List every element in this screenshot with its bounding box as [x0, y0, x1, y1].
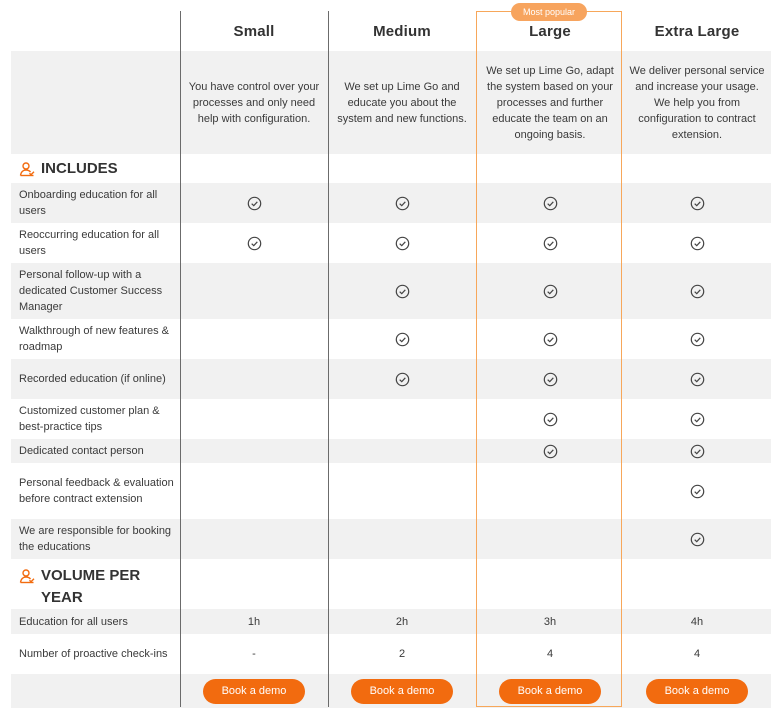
check-circle-icon	[395, 196, 410, 211]
check-circle-icon	[543, 372, 558, 387]
check-circle-icon	[690, 532, 705, 547]
volume-label: Number of proactive check-ins	[19, 648, 168, 660]
check-circle-icon	[543, 332, 558, 347]
person-icon	[19, 568, 35, 584]
feature-row	[11, 223, 771, 263]
includes-section-header	[11, 154, 771, 183]
section-title-volume: VOLUME PER YEAR	[41, 567, 141, 606]
check-circle-icon	[395, 332, 410, 347]
plan-name-extra-large: Extra Large	[654, 22, 740, 40]
volume-value: 4h	[690, 615, 704, 628]
cta-row	[11, 674, 771, 708]
book-demo-button-extra-large[interactable]: Book a demo	[646, 679, 748, 704]
check-circle-icon	[395, 236, 410, 251]
check-circle-icon	[690, 372, 705, 387]
check-circle-icon	[690, 196, 705, 211]
check-circle-icon	[690, 284, 705, 299]
check-circle-icon	[543, 444, 558, 459]
feature-label: Onboarding education for all users	[19, 189, 158, 217]
book-demo-button-small[interactable]: Book a demo	[203, 679, 305, 704]
feature-row	[11, 519, 771, 559]
feature-label: Recorded education (if online)	[19, 373, 166, 385]
feature-label: Reoccurring education for all users	[19, 229, 160, 257]
check-circle-icon	[690, 412, 705, 427]
feature-label: Personal follow-up with a dedicated Customer Success Manager	[19, 269, 163, 313]
column-divider	[328, 11, 329, 707]
plan-name-large: Large	[529, 22, 571, 40]
plan-description-medium: We set up Lime Go and educate you about the system and new functions.	[337, 80, 467, 125]
feature-row	[11, 399, 771, 439]
volume-value: 2h	[395, 615, 409, 628]
check-circle-icon	[543, 236, 558, 251]
volume-label: Education for all users	[19, 615, 128, 628]
feature-label: Customized customer plan & best-practice tips	[19, 405, 160, 433]
most-popular-badge: Most popular	[511, 3, 587, 21]
check-circle-icon	[247, 196, 262, 211]
feature-row	[11, 359, 771, 399]
feature-row	[11, 463, 771, 519]
plan-name-small: Small	[233, 22, 275, 40]
volume-row	[11, 609, 771, 634]
volume-value: 2	[398, 648, 406, 660]
feature-label: Personal feedback & evaluation before contract extension	[19, 477, 174, 505]
volume-value: -	[252, 648, 256, 660]
check-circle-icon	[543, 284, 558, 299]
check-circle-icon	[395, 372, 410, 387]
check-circle-icon	[690, 444, 705, 459]
volume-value: 4	[693, 648, 701, 660]
feature-row	[11, 319, 771, 359]
book-demo-button-medium[interactable]: Book a demo	[351, 679, 453, 704]
column-divider	[180, 11, 181, 707]
check-circle-icon	[543, 196, 558, 211]
check-circle-icon	[247, 236, 262, 251]
check-circle-icon	[690, 332, 705, 347]
check-circle-icon	[395, 284, 410, 299]
plan-description-extra-large: We deliver personal service and increase your usage. We help you from configuration to contract extension.	[629, 64, 765, 141]
plan-description-large: We set up Lime Go, adapt the system based on your processes and further educate the team on an ongoing basis.	[486, 64, 614, 141]
plan-description-row	[11, 51, 771, 154]
plan-description-small: You have control over your processes and only need help with configuration.	[188, 80, 320, 125]
feature-row	[11, 263, 771, 319]
check-circle-icon	[543, 412, 558, 427]
feature-label: Dedicated contact person	[19, 445, 144, 457]
volume-value: 4	[546, 648, 554, 660]
plan-header-row	[11, 11, 771, 51]
feature-row	[11, 439, 771, 463]
volume-value: 3h	[543, 615, 557, 628]
feature-label: We are responsible for booking the educations	[19, 525, 172, 553]
volume-section-header	[11, 559, 771, 609]
feature-row	[11, 183, 771, 223]
volume-row	[11, 634, 771, 674]
volume-value: 1h	[247, 615, 261, 628]
person-icon	[19, 161, 35, 177]
feature-label: Walkthrough of new features & roadmap	[19, 325, 170, 353]
check-circle-icon	[690, 484, 705, 499]
check-circle-icon	[690, 236, 705, 251]
book-demo-button-large[interactable]: Book a demo	[499, 679, 601, 704]
plan-name-medium: Medium	[373, 22, 431, 40]
section-title-includes: INCLUDES	[41, 159, 118, 177]
